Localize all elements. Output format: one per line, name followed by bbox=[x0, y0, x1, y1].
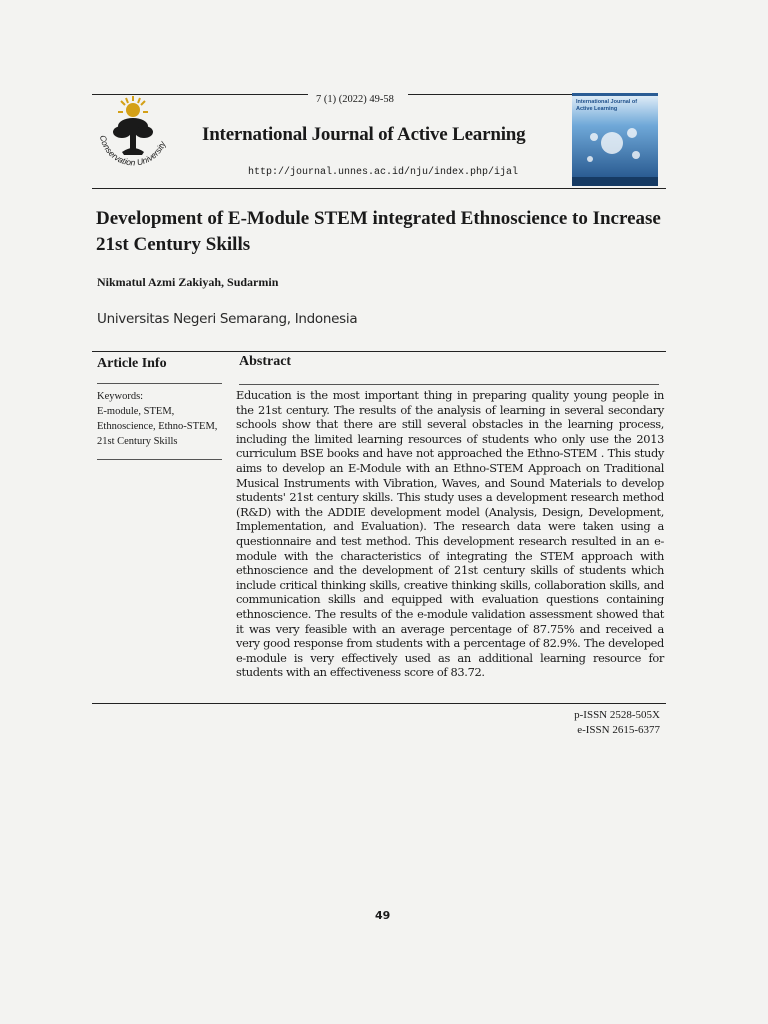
keywords-label: Keywords: bbox=[97, 391, 144, 402]
journal-title: International Journal of Active Learning bbox=[202, 124, 526, 145]
abstract-rule bbox=[239, 384, 659, 385]
cover-title: International Journal of Active Learning bbox=[576, 99, 638, 112]
section-bottom-rule bbox=[92, 703, 666, 704]
e-issn: e-ISSN 2615-6377 bbox=[577, 724, 660, 736]
journal-cover-image bbox=[572, 93, 658, 186]
header-bottom-rule bbox=[92, 188, 666, 189]
article-info-heading: Article Info bbox=[97, 356, 167, 371]
issn-block bbox=[574, 708, 660, 738]
keywords-bottom-rule bbox=[97, 459, 222, 460]
abstract-text: Education is the most important thing in preparing quality young people in the 21st century. The results of the analysis of learning in several secondary schools show that there are still several obstacles in the learning process, including the limited learning resources of students who only use the 2013 curriculum BSE books and have not approached the Ethno-STEM . This study aims to develop an E-Module with an Ethno-STEM Approach on Traditional Musical Instruments with Vibration, Waves, and Sound Materials to develop students' 21st century skills. This study uses a development research method (R&D) with the ADDIE development model (Analysis, Design, Development, Implementation, and Evaluation). The research data were taken using a questionnaire and test method. This development research resulted in an e-module with the characteristics of integrating the STEM approach with ethnoscience and the development of 21st century skills of students which include critical thinking skills, creative thinking skills, collaboration skills, and communication skills and equipped with evaluation questions containing ethnoscience. The results of the e-module validation assessment showed that it was very feasible with an average percentage of 87.75% and received a very good response from students with a percentage of 82.9%. The developed e-module is very effectively used as an additional learning resource for students with an effectiveness score of 83.72. bbox=[236, 388, 664, 680]
article-info-rule bbox=[97, 383, 222, 384]
affiliation: Universitas Negeri Semarang, Indonesia bbox=[97, 311, 358, 327]
keywords-list: E-module, STEM, Ethnoscience, Ethno-STEM, 21st Century Skills bbox=[97, 406, 218, 447]
page-number: 49 bbox=[375, 909, 391, 922]
authors: Nikmatul Azmi Zakiyah, Sudarmin bbox=[97, 275, 279, 289]
journal-url[interactable]: http://journal.unnes.ac.id/nju/index.php/ijal bbox=[248, 167, 519, 178]
p-issn: p-ISSN 2528-505X bbox=[574, 709, 660, 721]
article-title: Development of E-Module STEM integrated Ethnoscience to Increase 21st Century Skills bbox=[96, 208, 661, 255]
keywords-block bbox=[97, 389, 227, 449]
logo-text: Conservation University bbox=[97, 134, 168, 168]
abstract-heading: Abstract bbox=[239, 354, 292, 369]
volume-issue: 7 (1) (2022) 49-58 bbox=[316, 94, 394, 105]
section-top-rule bbox=[92, 351, 666, 352]
university-logo bbox=[92, 92, 174, 180]
